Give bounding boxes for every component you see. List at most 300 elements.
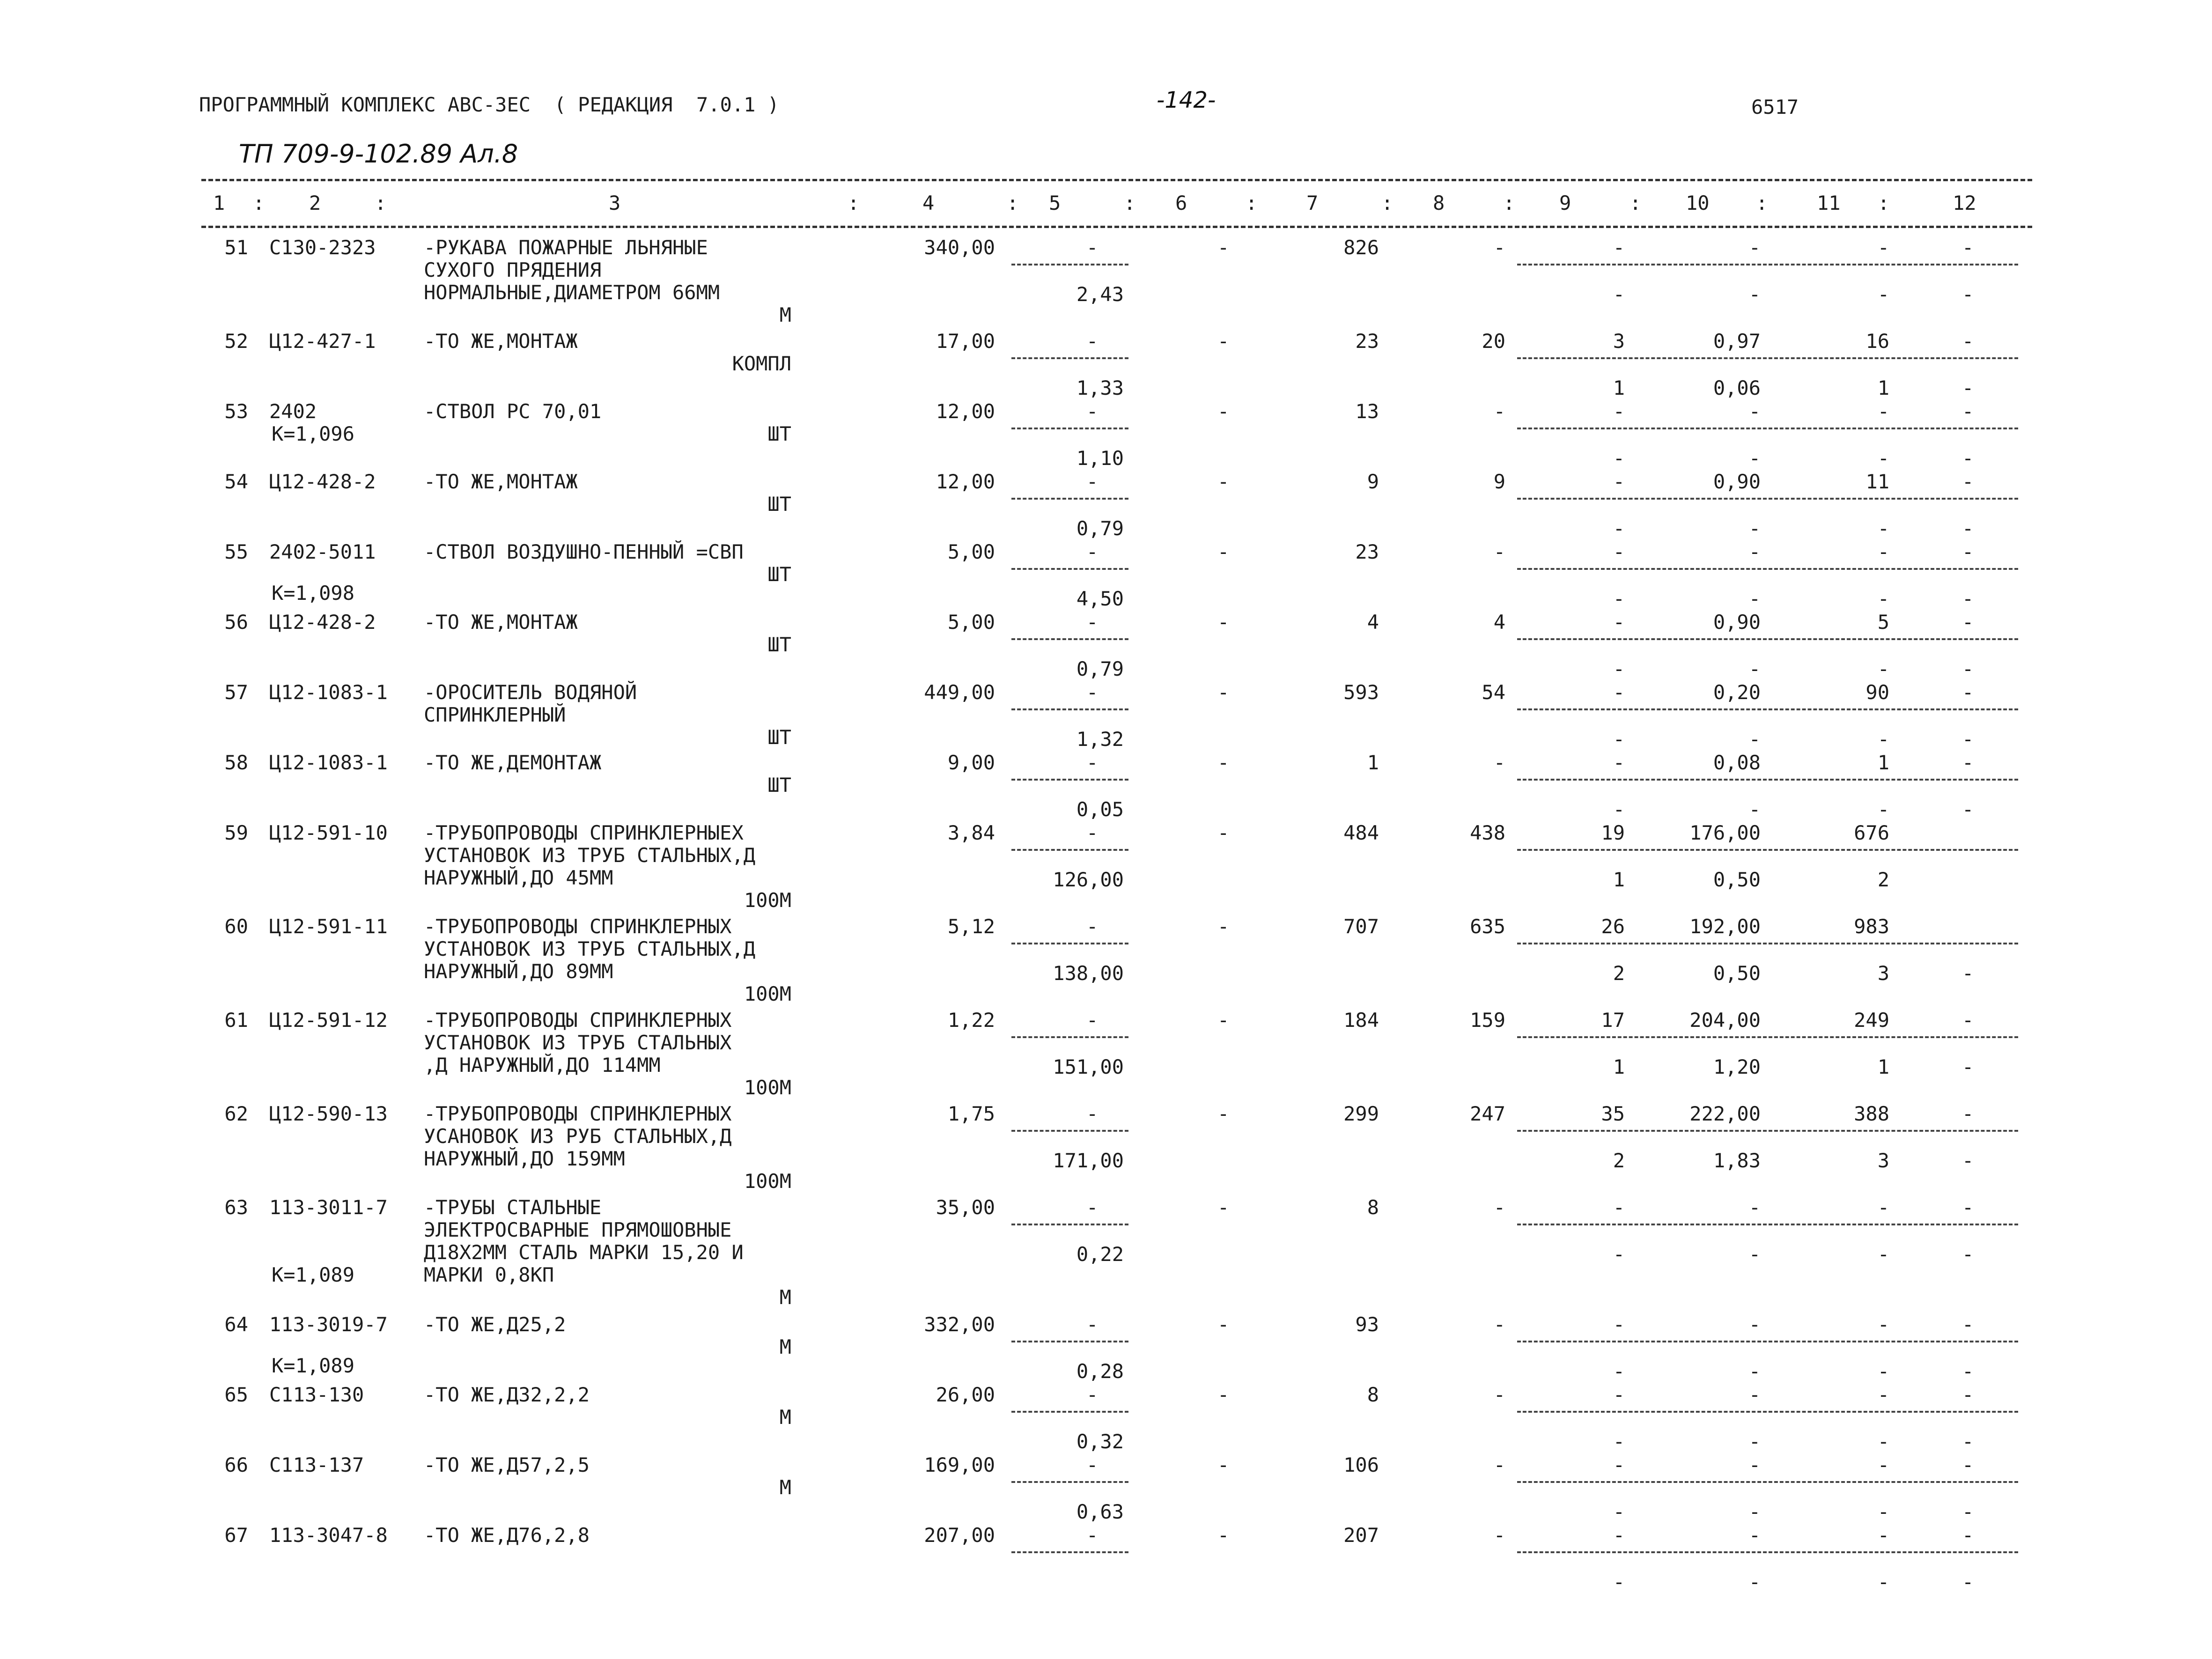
column-header-9: 9 [1559,192,1571,214]
col7: 8 [1367,1196,1379,1219]
coefficient: К=1,096 [272,422,355,445]
col11-bottom: - [1877,517,1889,540]
col12-bottom: - [1962,1430,1974,1453]
col12-bottom: - [1962,587,1974,610]
col10-bottom: - [1748,1571,1761,1593]
col11-top: - [1877,540,1889,563]
column-separator: : [1007,192,1019,214]
col11-top: - [1877,1313,1889,1336]
col5-top: - [1086,236,1099,259]
col5-divider [1011,943,1128,944]
quantity: 1,75 [947,1102,995,1125]
item-name-line: -ТРУБОПРОВОДЫ СПРИНКЛЕРНЫЕХ [424,821,744,844]
row-number: 61 [224,1009,248,1032]
col10-top: - [1748,1196,1761,1219]
unit-of-measure: М [779,1476,791,1499]
col10-bottom: 1,20 [1713,1055,1761,1078]
col7: 13 [1355,400,1379,423]
row-number: 64 [224,1313,248,1336]
unit-of-measure: 100М [744,982,791,1005]
unit-of-measure: ШТ [767,774,791,796]
col11-top: - [1877,1383,1889,1406]
quantity: 3,84 [947,821,995,844]
item-name-line: -ТО ЖЕ,МОНТАЖ [424,611,578,634]
item-name-line: УСТАНОВОК ИЗ ТРУБ СТАЛЬНЫХ,Д [424,844,756,867]
resource-code: Ц12-1083-1 [269,681,388,704]
col12-top: - [1962,611,1974,634]
item-name-line: -ТО ЖЕ,МОНТАЖ [424,330,578,353]
col8: 247 [1470,1102,1505,1125]
column-header-4: 4 [922,192,935,214]
column-separator: : [253,192,265,214]
col11-top: - [1877,1453,1889,1476]
col10-top: - [1748,540,1761,563]
col9-bottom: - [1613,283,1625,306]
col9-top: - [1613,611,1625,634]
resource-code: Ц12-427-1 [269,330,376,353]
col9-bottom: - [1613,1571,1625,1593]
row-number: 57 [224,681,248,704]
col12-top: - [1962,1313,1974,1336]
item-name-line: -ТО ЖЕ,ДЕМОНТАЖ [424,751,602,774]
col11-bottom: 3 [1877,1149,1889,1172]
col7: 826 [1343,236,1379,259]
column-header-8: 8 [1433,192,1445,214]
col5-bottom: 1,32 [1076,728,1124,751]
col12-bottom: - [1962,1055,1974,1078]
col5-bottom: 4,50 [1076,587,1124,610]
col10-top: - [1748,236,1761,259]
col5-top: - [1086,915,1099,938]
row-number: 60 [224,915,248,938]
column-separator: : [1381,192,1394,214]
col10-bottom: 1,83 [1713,1149,1761,1172]
col10-top: - [1748,1524,1761,1547]
col5-bottom: 171,00 [1053,1149,1124,1172]
resource-code: 113-3019-7 [269,1313,388,1336]
col9-bottom: - [1613,657,1625,680]
col10-bottom: - [1748,1430,1761,1453]
col5-divider [1011,568,1128,570]
col11-bottom: - [1877,1430,1889,1453]
col12-top: - [1962,681,1974,704]
col9-bottom: - [1613,1243,1625,1266]
col8: - [1493,1453,1505,1476]
cols9-12-divider [1517,943,2018,944]
col10-top: 176,00 [1689,821,1761,844]
item-name-line: -ТО ЖЕ,МОНТАЖ [424,470,578,493]
cols9-12-divider [1517,1130,2018,1132]
col12-bottom: - [1962,1149,1974,1172]
col5-divider [1011,779,1128,781]
col11-bottom: - [1877,1360,1889,1383]
col12-bottom: - [1962,447,1974,470]
col5-divider [1011,638,1128,640]
col5-bottom: 0,28 [1076,1360,1124,1383]
resource-code: 113-3011-7 [269,1196,388,1219]
item-name-line: -ОРОСИТЕЛЬ ВОДЯНОЙ [424,681,637,704]
quantity: 340,00 [924,236,995,259]
column-header-1: 1 [213,192,225,214]
item-name-line: -СТВОЛ РС 70,01 [424,400,602,423]
col5-top: - [1086,1196,1099,1219]
col10-top: 0,97 [1713,330,1761,353]
col9-bottom: - [1613,1360,1625,1383]
col5-bottom: 0,32 [1076,1430,1124,1453]
row-number: 51 [224,236,248,259]
col5-divider [1011,1224,1128,1225]
col8: - [1493,1383,1505,1406]
col10-top: 0,90 [1713,611,1761,634]
column-separator: : [1503,192,1515,214]
column-header-10: 10 [1686,192,1710,214]
coefficient: К=1,098 [272,582,355,605]
col12-top: - [1962,470,1974,493]
col11-bottom: - [1877,587,1889,610]
cols9-12-divider [1517,264,2018,265]
col5-top: - [1086,540,1099,563]
col9-top: - [1613,1524,1625,1547]
column-header-5: 5 [1049,192,1061,214]
cols9-12-divider [1517,357,2018,359]
col5-bottom: 2,43 [1076,283,1124,306]
col10-bottom: - [1748,657,1761,680]
col5-bottom: 1,10 [1076,447,1124,470]
item-name-line: УСТАНОВОК ИЗ ТРУБ СТАЛЬНЫХ [424,1031,732,1054]
quantity: 5,00 [947,611,995,634]
item-name-line: НОРМАЛЬНЫЕ,ДИАМЕТРОМ 66ММ [424,281,720,304]
col12-bottom: - [1962,283,1974,306]
cols9-12-divider [1517,1036,2018,1038]
resource-code: Ц12-591-10 [269,821,388,844]
col12-bottom: - [1962,798,1974,821]
col9-bottom: - [1613,728,1625,751]
col11-top: 90 [1865,681,1889,704]
item-name-line: -ТРУБОПРОВОДЫ СПРИНКЛЕРНЫХ [424,1102,732,1125]
col7: 106 [1343,1453,1379,1476]
unit-of-measure: ШТ [767,726,791,749]
quantity: 449,00 [924,681,995,704]
col6: - [1217,611,1230,634]
unit-of-measure: 100М [744,889,791,912]
col10-bottom: - [1748,798,1761,821]
col10-top: 0,90 [1713,470,1761,493]
unit-of-measure: М [779,1335,791,1358]
column-header-11: 11 [1817,192,1841,214]
col8: - [1493,1313,1505,1336]
unit-of-measure: ШТ [767,422,791,445]
quantity: 9,00 [947,751,995,774]
resource-code: С130-2323 [269,236,376,259]
column-separator: : [1124,192,1136,214]
col5-top: - [1086,1453,1099,1476]
program-title: ПРОГРАММНЫЙ КОМПЛЕКС АВС-3ЕС ( РЕДАКЦИЯ 7.0.1 ) [199,93,780,116]
col5-top: - [1086,1009,1099,1032]
column-header-6: 6 [1175,192,1187,214]
col5-top: - [1086,400,1099,423]
col9-top: - [1613,1453,1625,1476]
col9-bottom: - [1613,798,1625,821]
col6: - [1217,1383,1230,1406]
col6: - [1217,821,1230,844]
row-number: 62 [224,1102,248,1125]
column-separator: : [1630,192,1642,214]
col7: 9 [1367,470,1379,493]
item-name-line: УСТАНОВОК ИЗ ТРУБ СТАЛЬНЫХ,Д [424,937,756,960]
col8: 9 [1493,470,1505,493]
col5-divider [1011,498,1128,500]
col7: 1 [1367,751,1379,774]
item-name-line: -РУКАВА ПОЖАРНЫЕ ЛЬНЯНЫЕ [424,236,708,259]
col12-bottom: - [1962,376,1974,399]
col9-top: 3 [1613,330,1625,353]
resource-code: С113-137 [269,1453,364,1476]
col12-top: - [1962,540,1974,563]
col11-bottom: - [1877,728,1889,751]
cols9-12-divider [1517,498,2018,500]
cols9-12-divider [1517,568,2018,570]
col10-bottom: - [1748,447,1761,470]
column-header-12: 12 [1953,192,1976,214]
col5-bottom: 138,00 [1053,962,1124,985]
col9-top: 19 [1601,821,1625,844]
col7: 299 [1343,1102,1379,1125]
col11-top: 388 [1854,1102,1889,1125]
cols9-12-divider [1517,849,2018,851]
col11-bottom: - [1877,1243,1889,1266]
header-bottom-rule [201,226,2032,228]
quantity: 12,00 [936,400,995,423]
item-name-line: НАРУЖНЫЙ,ДО 89ММ [424,960,613,983]
col5-divider [1011,1411,1128,1413]
col11-top: 676 [1854,821,1889,844]
quantity: 12,00 [936,470,995,493]
item-name-line: УСАНОВОК ИЗ РУБ СТАЛЬНЫХ,Д [424,1125,732,1148]
unit-of-measure: 100М [744,1170,791,1193]
col10-top: 222,00 [1689,1102,1761,1125]
header-top-rule [201,179,2032,181]
quantity: 5,12 [947,915,995,938]
item-name-line: Д18Х2ММ СТАЛЬ МАРКИ 15,20 И [424,1241,744,1264]
col9-top: - [1613,540,1625,563]
col5-divider [1011,849,1128,851]
col8: 4 [1493,611,1505,634]
col7: 593 [1343,681,1379,704]
col12-bottom: - [1962,657,1974,680]
col7: 184 [1343,1009,1379,1032]
col5-top: - [1086,681,1099,704]
col8: 54 [1482,681,1505,704]
col8: - [1493,400,1505,423]
cols9-12-divider [1517,779,2018,781]
coefficient: К=1,089 [272,1354,355,1377]
col6: - [1217,751,1230,774]
col8: 159 [1470,1009,1505,1032]
col6: - [1217,330,1230,353]
resource-code: Ц12-428-2 [269,611,376,634]
col11-top: - [1877,236,1889,259]
item-name-line: ,Д НАРУЖНЫЙ,ДО 114ММ [424,1054,661,1077]
item-name-line: МАРКИ 0,8КП [424,1263,554,1286]
col12-bottom: - [1962,1571,1974,1593]
column-separator: : [848,192,860,214]
col10-top: 204,00 [1689,1009,1761,1032]
col10-top: - [1748,1453,1761,1476]
col5-divider [1011,1551,1128,1553]
col11-bottom: - [1877,1500,1889,1523]
col9-top: - [1613,1383,1625,1406]
col7: 93 [1355,1313,1379,1336]
col11-bottom: - [1877,798,1889,821]
col12-top: - [1962,1383,1974,1406]
col8: 20 [1482,330,1505,353]
col5-top: - [1086,1383,1099,1406]
col10-bottom: - [1748,587,1761,610]
col10-top: - [1748,1383,1761,1406]
col11-top: 1 [1877,751,1889,774]
col9-top: - [1613,1196,1625,1219]
col9-top: - [1613,751,1625,774]
quantity: 169,00 [924,1453,995,1476]
page-mark: -142- [1157,87,1216,113]
column-header-2: 2 [309,192,321,214]
resource-code: Ц12-428-2 [269,470,376,493]
col6: - [1217,400,1230,423]
col12-bottom: - [1962,1500,1974,1523]
col6: - [1217,236,1230,259]
resource-code: Ц12-1083-1 [269,751,388,774]
col9-top: 26 [1601,915,1625,938]
item-name-line: -ТО ЖЕ,Д76,2,8 [424,1524,590,1547]
col10-top: 0,20 [1713,681,1761,704]
row-number: 58 [224,751,248,774]
col12-top: - [1962,1102,1974,1125]
col7: 707 [1343,915,1379,938]
row-number: 56 [224,611,248,634]
resource-code: Ц12-590-13 [269,1102,388,1125]
col11-top: 11 [1865,470,1889,493]
col5-divider [1011,1341,1128,1342]
col5-divider [1011,264,1128,265]
col5-bottom: 0,22 [1076,1243,1124,1266]
col10-bottom: - [1748,728,1761,751]
col9-bottom: - [1613,447,1625,470]
item-name-line: -ТО ЖЕ,Д25,2 [424,1313,566,1336]
col5-bottom: 1,33 [1076,376,1124,399]
project-reference: ТП 709-9-102.89 Ал.8 [239,139,518,169]
col12-top: - [1962,751,1974,774]
col10-bottom: - [1748,1500,1761,1523]
row-number: 63 [224,1196,248,1219]
col9-bottom: - [1613,517,1625,540]
col9-bottom: - [1613,587,1625,610]
unit-of-measure: М [779,303,791,326]
col6: - [1217,1102,1230,1125]
unit-of-measure: ШТ [767,563,791,586]
resource-code: С113-130 [269,1383,364,1406]
item-name-line: -ТО ЖЕ,Д57,2,5 [424,1453,590,1476]
col6: - [1217,1009,1230,1032]
quantity: 17,00 [936,330,995,353]
col9-bottom: 1 [1613,868,1625,891]
item-name-line: ЭЛЕКТРОСВАРНЫЕ ПРЯМОШОВНЫЕ [424,1218,732,1241]
col10-top: 192,00 [1689,915,1761,938]
col5-bottom: 0,05 [1076,798,1124,821]
col11-bottom: 1 [1877,376,1889,399]
col5-divider [1011,1036,1128,1038]
col9-bottom: 1 [1613,376,1625,399]
col6: - [1217,1196,1230,1219]
col11-bottom: - [1877,1571,1889,1593]
unit-of-measure: ШТ [767,633,791,656]
column-separator: : [1878,192,1890,214]
col9-top: - [1613,470,1625,493]
col5-divider [1011,428,1128,429]
col6: - [1217,1524,1230,1547]
column-separator: : [1756,192,1768,214]
resource-code: 2402-5011 [269,540,376,563]
unit-of-measure: ШТ [767,493,791,516]
row-number: 65 [224,1383,248,1406]
col9-bottom: - [1613,1500,1625,1523]
col9-bottom: - [1613,1430,1625,1453]
col5-divider [1011,1130,1128,1132]
col10-bottom: 0,50 [1713,868,1761,891]
col12-top: - [1962,330,1974,353]
cols9-12-divider [1517,1481,2018,1483]
col8: - [1493,236,1505,259]
col7: 4 [1367,611,1379,634]
col5-top: - [1086,611,1099,634]
col8: - [1493,1524,1505,1547]
col6: - [1217,915,1230,938]
col12-bottom: - [1962,517,1974,540]
col9-top: 35 [1601,1102,1625,1125]
resource-code: 113-3047-8 [269,1524,388,1547]
col7: 207 [1343,1524,1379,1547]
row-number: 54 [224,470,248,493]
cols9-12-divider [1517,1224,2018,1225]
cols9-12-divider [1517,1551,2018,1553]
col10-top: - [1748,400,1761,423]
col5-bottom: 0,79 [1076,517,1124,540]
col10-bottom: - [1748,1360,1761,1383]
column-separator: : [375,192,387,214]
col12-bottom: - [1962,728,1974,751]
col11-bottom: 3 [1877,962,1889,985]
col8: - [1493,751,1505,774]
col12-top: - [1962,1009,1974,1032]
unit-of-measure: 100М [744,1076,791,1099]
col10-top: 0,08 [1713,751,1761,774]
col12-top: - [1962,400,1974,423]
col6: - [1217,540,1230,563]
col9-top: - [1613,1313,1625,1336]
item-name-line: НАРУЖНЫЙ,ДО 45ММ [424,866,613,889]
quantity: 5,00 [947,540,995,563]
col11-top: 5 [1877,611,1889,634]
col12-top: - [1962,1524,1974,1547]
col5-bottom: 126,00 [1053,868,1124,891]
column-separator: : [1246,192,1258,214]
resource-code: Ц12-591-11 [269,915,388,938]
col5-top: - [1086,470,1099,493]
col6: - [1217,1313,1230,1336]
document-number: 6517 [1751,96,1799,118]
col7: 23 [1355,540,1379,563]
col7: 23 [1355,330,1379,353]
coefficient: К=1,089 [272,1263,355,1286]
